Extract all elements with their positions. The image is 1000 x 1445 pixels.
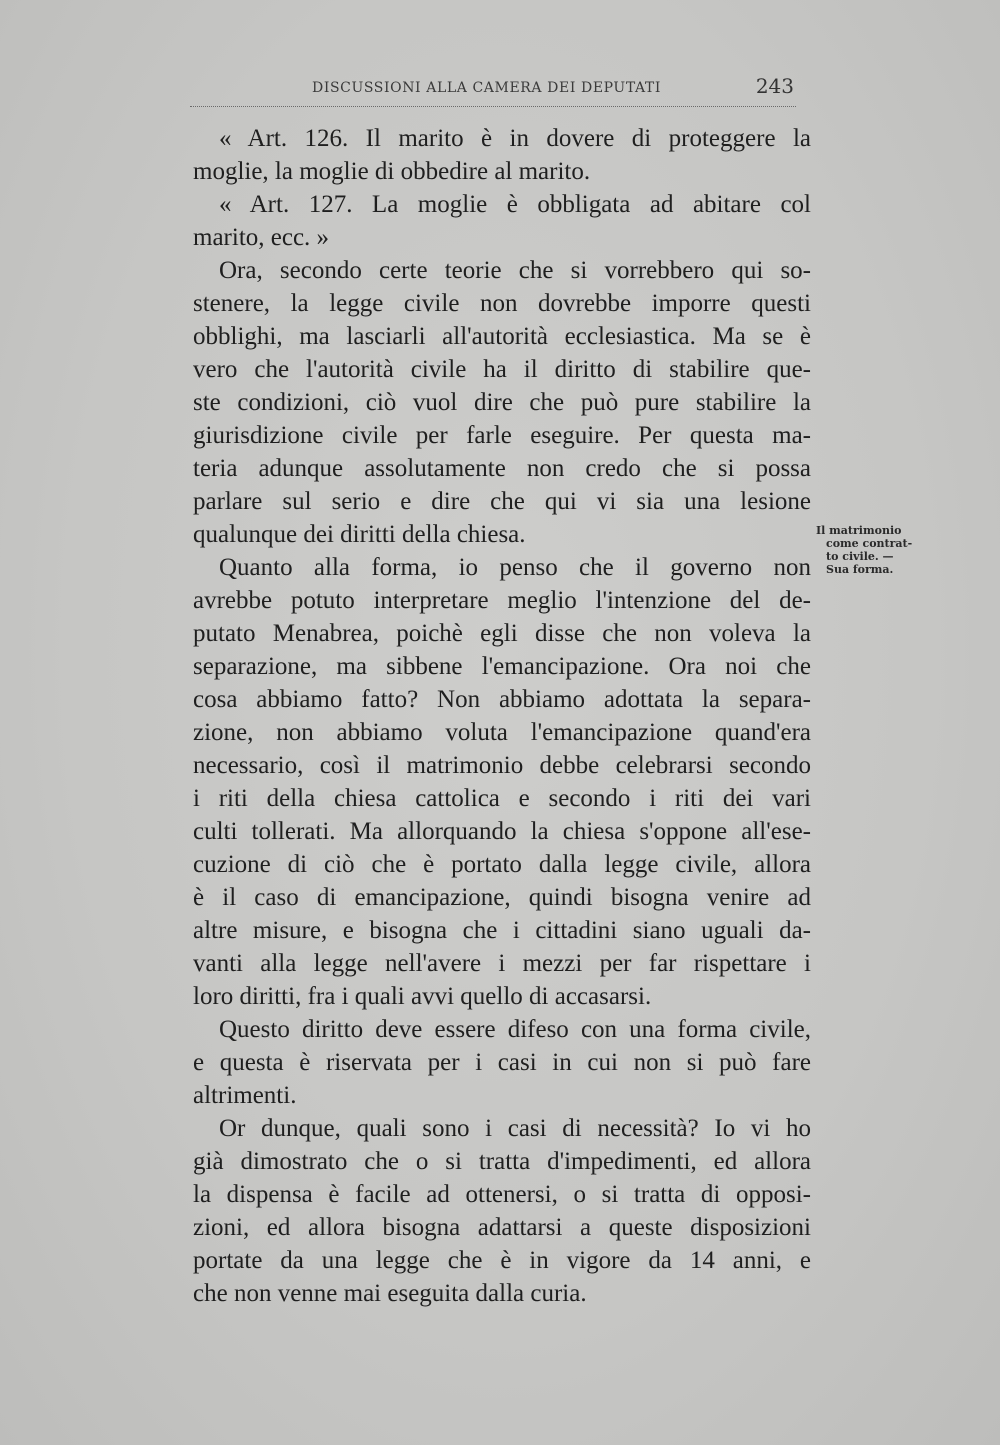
paragraph-line: la dispensa è facile ad ottenersi, o si tratta di opposi- xyxy=(193,1181,811,1208)
paragraph-line: Questo diritto deve essere difeso con una forma civile, xyxy=(219,1016,811,1043)
paragraph-line: che non venne mai eseguita dalla curia. xyxy=(193,1280,587,1307)
paragraph-line: stenere, la legge civile non dovrebbe imporre questi xyxy=(193,290,811,317)
paragraph-line: zione, non abbiamo voluta l'emancipazione quand'era xyxy=(193,719,811,746)
page-number: 243 xyxy=(755,74,794,98)
paragraph-line: è il caso di emancipazione, quindi bisogna venire ad xyxy=(193,884,811,911)
paragraph-line: obblighi, ma lasciarli all'autorità ecclesiastica. Ma se è xyxy=(193,323,811,350)
paragraph-line: altrimenti. xyxy=(193,1082,297,1109)
page-header xyxy=(190,74,796,104)
paragraph-line: putato Menabrea, poichè egli disse che non voleva la xyxy=(193,620,811,647)
paragraph-line: Or dunque, quali sono i casi di necessità? Io vi ho xyxy=(219,1115,811,1142)
paragraph-line: necessario, così il matrimonio debbe celebrarsi secondo xyxy=(193,752,811,779)
margin-note-line: to civile. — xyxy=(826,550,894,563)
margin-note xyxy=(816,524,928,576)
paragraph-line: cosa abbiamo fatto? Non abbiamo adottata la separa- xyxy=(193,686,811,713)
body-text xyxy=(193,122,811,1310)
paragraph-line: giurisdizione civile per farle eseguire. Per questa ma- xyxy=(193,422,811,449)
paragraph-line: zioni, ed allora bisogna adattarsi a queste disposizioni xyxy=(193,1214,811,1241)
header-rule xyxy=(190,106,796,107)
paragraph-line: qualunque dei diritti della chiesa. xyxy=(193,521,526,548)
paragraph-line: moglie, la moglie di obbedire al marito. xyxy=(193,158,591,185)
paragraph-line: cuzione di ciò che è portato dalla legge civile, allora xyxy=(193,851,811,878)
paragraph-line: altre misure, e bisogna che i cittadini siano uguali da- xyxy=(193,917,811,944)
margin-note-line: Sua forma. xyxy=(826,563,894,576)
paragraph-line: culti tollerati. Ma allorquando la chiesa s'oppone all'ese- xyxy=(193,818,811,845)
margin-note-line: come contrat- xyxy=(826,537,913,550)
paragraph-line: marito, ecc. » xyxy=(193,224,330,251)
paragraph-line: già dimostrato che o si tratta d'impedimenti, ed allora xyxy=(193,1148,811,1175)
margin-note-line: Il matrimonio xyxy=(816,524,902,537)
paragraph-line: vanti alla legge nell'avere i mezzi per far rispettare i xyxy=(193,950,811,977)
paragraph-line: « Art. 126. Il marito è in dovere di proteggere la xyxy=(219,125,811,152)
paragraph-line: « Art. 127. La moglie è obbligata ad abitare col xyxy=(219,191,811,218)
paragraph-line: ste condizioni, ciò vuol dire che può pure stabilire la xyxy=(193,389,811,416)
paragraph-line: loro diritti, fra i quali avvi quello di accasarsi. xyxy=(193,983,652,1010)
paragraph-line: i riti della chiesa cattolica e secondo i riti dei vari xyxy=(193,785,811,812)
paragraph-line: parlare sul serio e dire che qui vi sia una lesione xyxy=(193,488,811,515)
paragraph-line: separazione, ma sibbene l'emancipazione. Ora noi che xyxy=(193,653,811,680)
running-head: DISCUSSIONI ALLA CAMERA DEI DEPUTATI xyxy=(312,80,662,96)
paragraph-line: Quanto alla forma, io penso che il governo non xyxy=(219,554,811,581)
paragraph-line: e questa è riservata per i casi in cui non si può fare xyxy=(193,1049,811,1076)
paragraph-line: vero che l'autorità civile ha il diritto di stabilire que- xyxy=(193,356,811,383)
paragraph-line: Ora, secondo certe teorie che si vorrebbero qui so- xyxy=(219,257,811,284)
paragraph-line: avrebbe potuto interpretare meglio l'intenzione del de- xyxy=(193,587,811,614)
paragraph-line: portate da una legge che è in vigore da 14 anni, e xyxy=(193,1247,811,1274)
paragraph-line: teria adunque assolutamente non credo che si possa xyxy=(193,455,811,482)
